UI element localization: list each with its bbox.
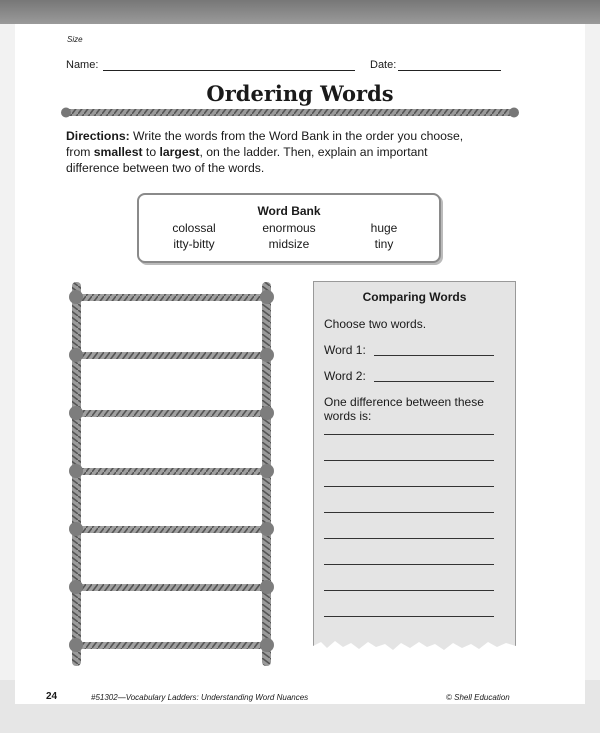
- answer-line[interactable]: [324, 434, 494, 435]
- answer-line[interactable]: [324, 486, 494, 487]
- top-decorative-band: [0, 0, 600, 24]
- word-bank-word: enormous: [262, 221, 316, 235]
- date-field[interactable]: [398, 58, 501, 71]
- directions-largest: largest: [159, 145, 200, 159]
- answer-line[interactable]: [324, 590, 494, 591]
- word-bank-word: tiny: [374, 237, 394, 251]
- answer-line[interactable]: [324, 564, 494, 565]
- difference-prompt-line1: One difference between these: [324, 395, 484, 409]
- directions-line3: difference between two of the words.: [66, 161, 265, 175]
- word-bank-word: midsize: [268, 237, 310, 251]
- ladder-rung[interactable]: [69, 348, 274, 362]
- torn-paper-edge: [313, 638, 516, 658]
- directions-label: Directions:: [66, 129, 130, 143]
- ladder-rung[interactable]: [69, 290, 274, 304]
- answer-line[interactable]: [324, 460, 494, 461]
- answer-line[interactable]: [324, 512, 494, 513]
- word-bank: [137, 193, 441, 263]
- rope-ladder: [62, 280, 288, 670]
- word-bank-word: colossal: [172, 221, 216, 235]
- comparing-words-panel: [313, 281, 516, 658]
- directions-from: from: [66, 145, 94, 159]
- difference-prompt-line2: words is:: [324, 409, 372, 423]
- directions-to: to: [142, 145, 160, 159]
- name-field[interactable]: [103, 58, 355, 71]
- word1-field[interactable]: [374, 342, 494, 356]
- page-number: 24: [46, 691, 58, 702]
- word1-label: Word 1:: [324, 343, 366, 357]
- footer-publisher: © Shell Education: [446, 693, 510, 702]
- category-label: Size: [67, 35, 83, 44]
- comparing-words-title: Comparing Words: [362, 290, 467, 304]
- page-title: Ordering Words: [206, 81, 394, 106]
- footer-series: #51302—Vocabulary Ladders: Understanding Word Nuances: [91, 693, 309, 702]
- ladder-rung[interactable]: [69, 406, 274, 420]
- rope-divider: [60, 106, 520, 120]
- answer-line[interactable]: [324, 616, 494, 617]
- answer-line[interactable]: [324, 538, 494, 539]
- directions-line1: Write the words from the Word Bank in the order you choose,: [129, 129, 464, 143]
- word-bank-word: huge: [370, 221, 398, 235]
- directions-smallest: smallest: [93, 145, 143, 159]
- date-label: Date:: [370, 59, 397, 71]
- name-label: Name:: [66, 59, 99, 71]
- word-bank-title: Word Bank: [257, 204, 321, 218]
- word2-label: Word 2:: [324, 369, 366, 383]
- ladder-rung[interactable]: [69, 464, 274, 478]
- ladder-rung[interactable]: [69, 638, 274, 652]
- choose-prompt: Choose two words.: [324, 317, 427, 331]
- word2-field[interactable]: [374, 368, 494, 382]
- ladder-rung[interactable]: [69, 522, 274, 536]
- directions-text: [66, 128, 526, 176]
- directions-line2: , on the ladder. Then, explain an important: [199, 145, 428, 159]
- word-bank-word: itty-bitty: [173, 237, 215, 251]
- ladder-rung[interactable]: [69, 580, 274, 594]
